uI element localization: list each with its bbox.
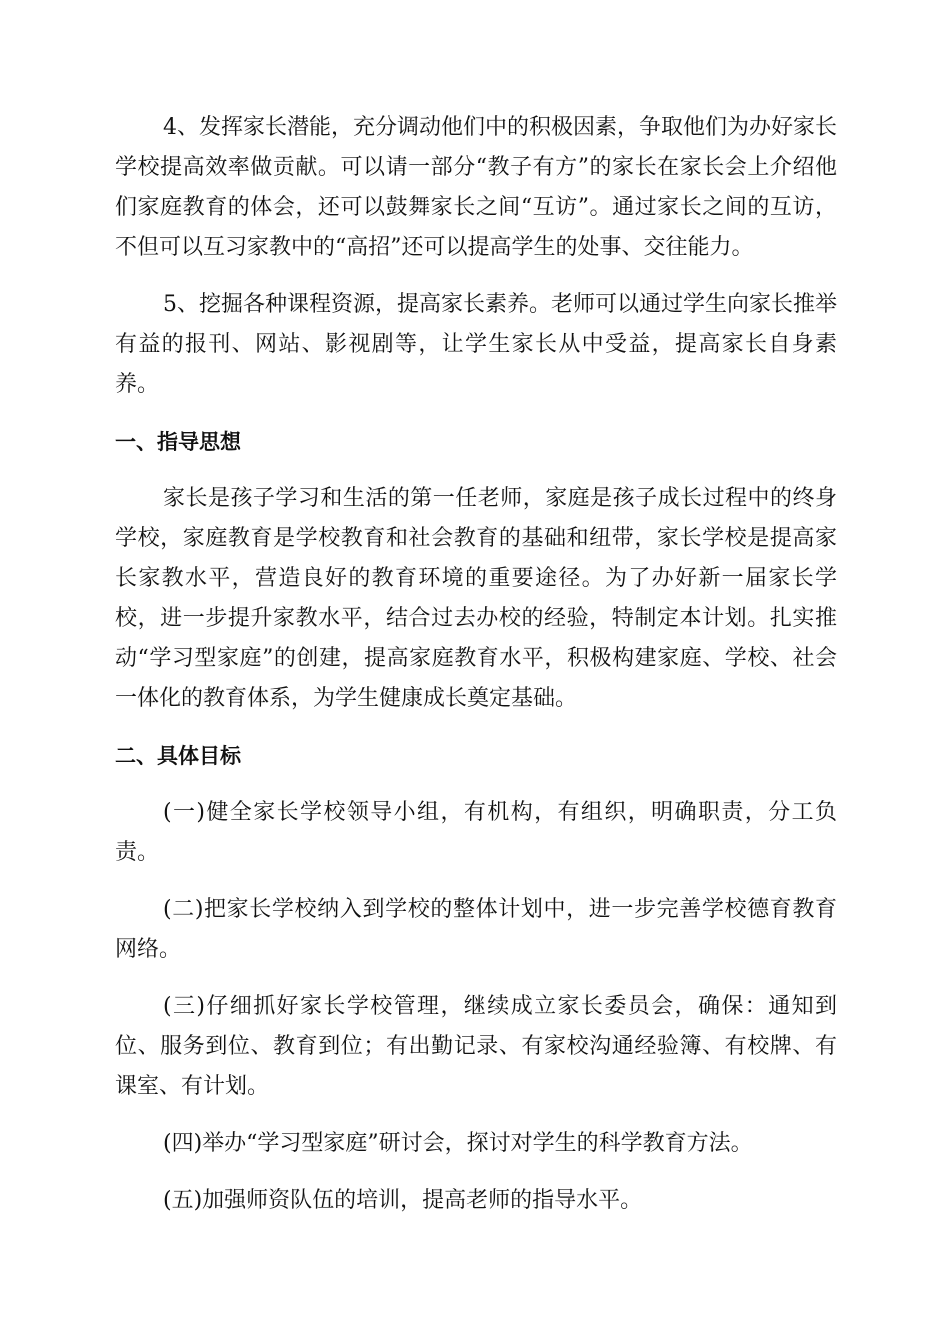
section-heading-guiding-ideology: 一、指导思想 <box>115 430 241 454</box>
goal-item-3: (三)仔细抓好家长学校管理，继续成立家长委员会，确保：通知到位、服务到位、教育到位；有出勤记录、有家校沟通经验簿、有校牌、有课室、有计划。 <box>115 994 837 1099</box>
goal-item-2: (二)把家长学校纳入到学校的整体计划中，进一步完善学校德育教育网络。 <box>115 897 837 962</box>
paragraph-item-5: 5、挖掘各种课程资源，提高家长素养。老师可以通过学生向家长推举有益的报刊、网站、影视剧等，让学生家长从中受益，提高家长自身素养。 <box>115 292 837 397</box>
goal-item-5: (五)加强师资队伍的培训，提高老师的指导水平。 <box>163 1188 643 1213</box>
goal-item-1: (一)健全家长学校领导小组，有机构，有组织，明确职责，分工负责。 <box>115 800 837 865</box>
section-heading-specific-goals: 二、具体目标 <box>115 744 241 768</box>
goal-item-4: (四)举办“学习型家庭”研讨会，探讨对学生的科学教育方法。 <box>163 1131 753 1156</box>
paragraph-guiding-ideology: 家长是孩子学习和生活的第一任老师，家庭是孩子成长过程中的终身学校，家庭教育是学校教育和社会教育的基础和纽带，家长学校是提高家长家教水平，营造良好的教育环境的重要途径。为了办好新一届家长学校，进一步提升家教水平，结合过去办校的经验，特制定本计划。扎实推动“学习型家庭”的创建，提高家庭教育水平，积极构建家庭、学校、社会一体化的教育体系，为学生健康成长奠定基础。 <box>115 486 837 711</box>
document-body <box>115 108 837 1238</box>
paragraph-item-4: 4、发挥家长潜能，充分调动他们中的积极因素，争取他们为办好家长学校提高效率做贡献。可以请一部分“教子有方”的家长在家长会上介绍他们家庭教育的体会，还可以鼓舞家长之间“互访”。通过家长之间的互访，不但可以互习家教中的“高招”还可以提高学生的处事、交往能力。 <box>115 115 837 260</box>
